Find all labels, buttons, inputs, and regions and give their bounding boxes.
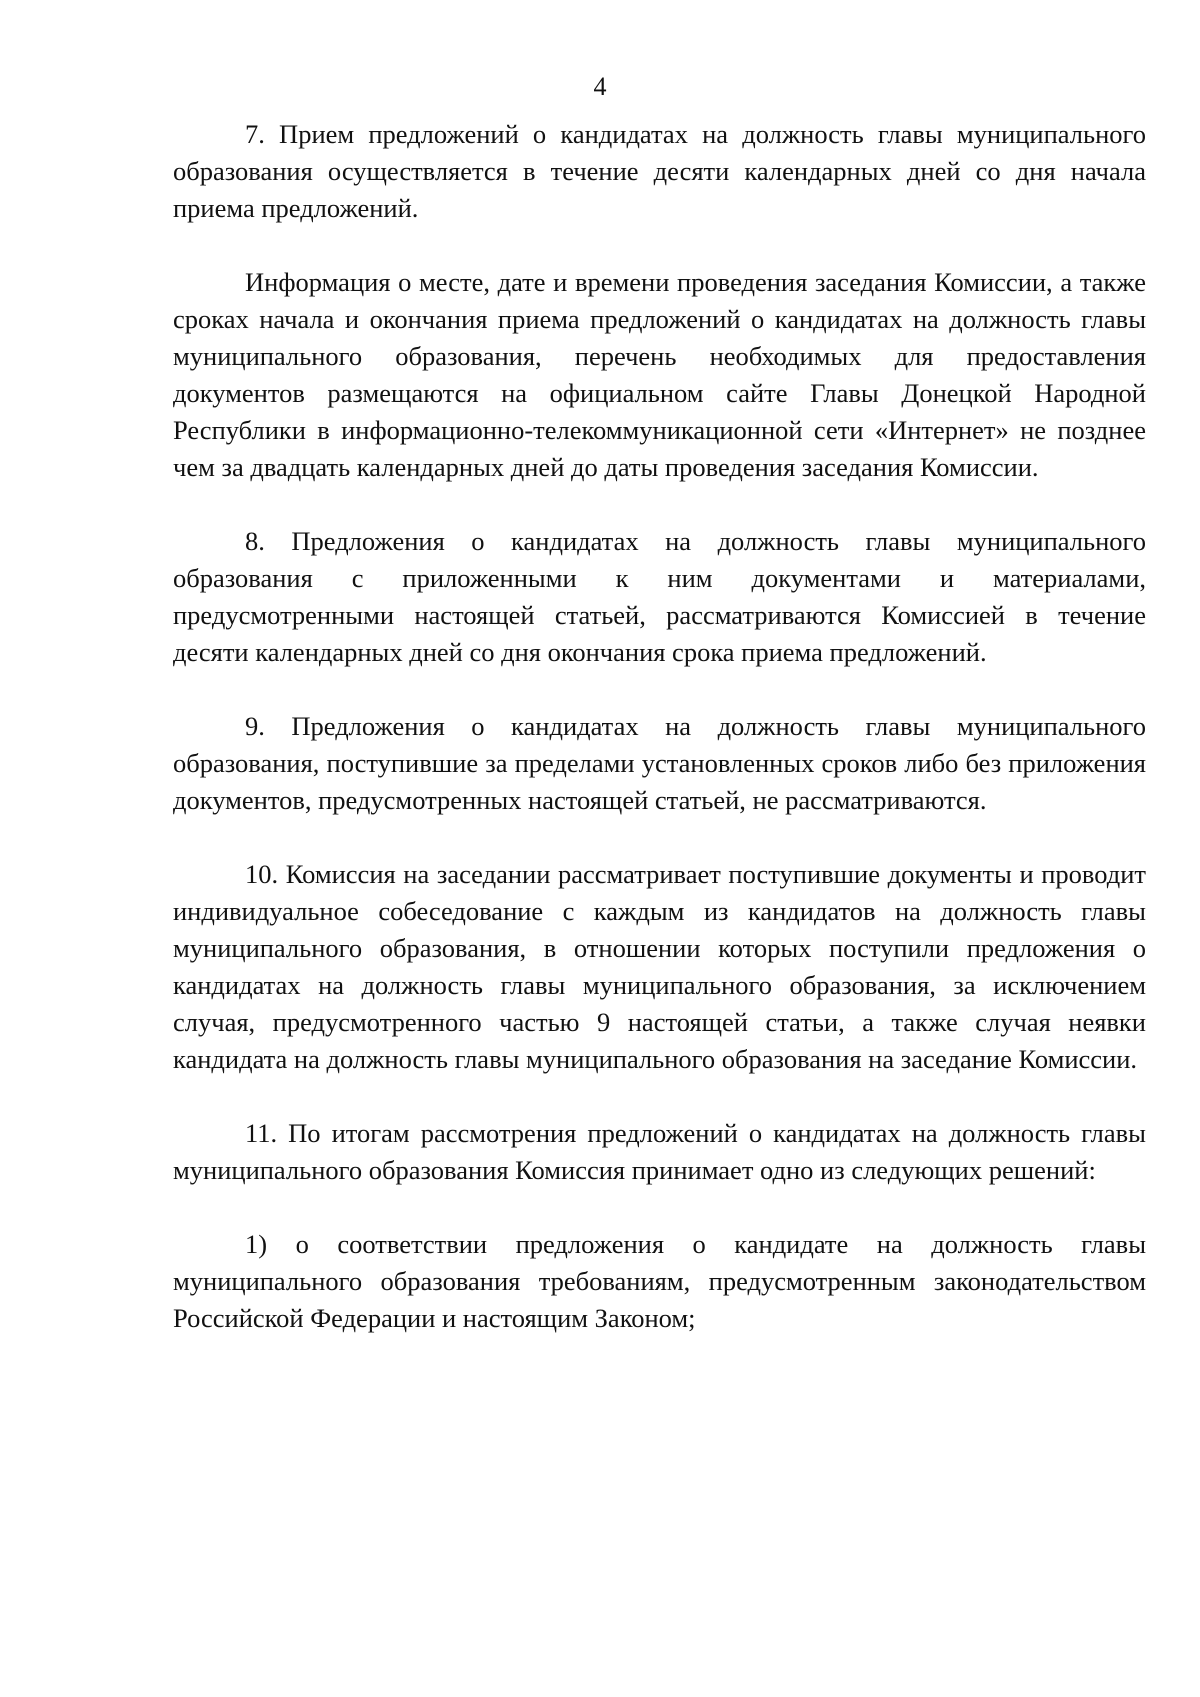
paragraph-11-item-1: 1) о соответствии предложения о кандидате на должность главы муниципального образования требованиям, предусмотренным законодательством Российской Федерации и настоящим Законом; xyxy=(173,1229,1146,1333)
paragraph-8: 8. Предложения о кандидатах на должность главы муниципального образования с приложенными к ним документами и материалами, предусмотренными настоящей статьей, рассматриваются Комиссией в течение десяти календарных дней со дня окончания срока приема предложений. xyxy=(173,526,1146,667)
paragraph-information: Информация о месте, дате и времени проведения заседания Комиссии, а также сроках начала и окончания приема предложений о кандидатах на должность главы муниципального образования, перечень необходимых для предоставления документов размещаются на официальном сайте Главы Донецкой Народной Республики в информационно-телекоммуникационной сети «Интернет» не позднее чем за двадцать календарных дней до даты проведения заседания Комиссии. xyxy=(173,267,1146,482)
page-number: 4 xyxy=(593,72,607,101)
paragraph-7: 7. Прием предложений о кандидатах на должность главы муниципального образования осуществляется в течение десяти календарных дней со дня начала приема предложений. xyxy=(173,119,1146,223)
paragraph-9: 9. Предложения о кандидатах на должность главы муниципального образования, поступившие за пределами установленных сроков либо без приложения документов, предусмотренных настоящей статьей, не рассматриваются. xyxy=(173,711,1146,815)
paragraph-10: 10. Комиссия на заседании рассматривает поступившие документы и проводит индивидуальное собеседование с каждым из кандидатов на должность главы муниципального образования, в отношении которых поступили предложения о кандидатах на должность главы муниципального образования, за исключением случая, предусмотренного частью 9 настоящей статьи, а также случая неявки кандидата на должность главы муниципального образования на заседание Комиссии. xyxy=(173,859,1146,1074)
document-body xyxy=(173,116,1146,1374)
paragraph-11: 11. По итогам рассмотрения предложений о кандидатах на должность главы муниципального образования Комиссия принимает одно из следующих решений: xyxy=(173,1118,1146,1185)
